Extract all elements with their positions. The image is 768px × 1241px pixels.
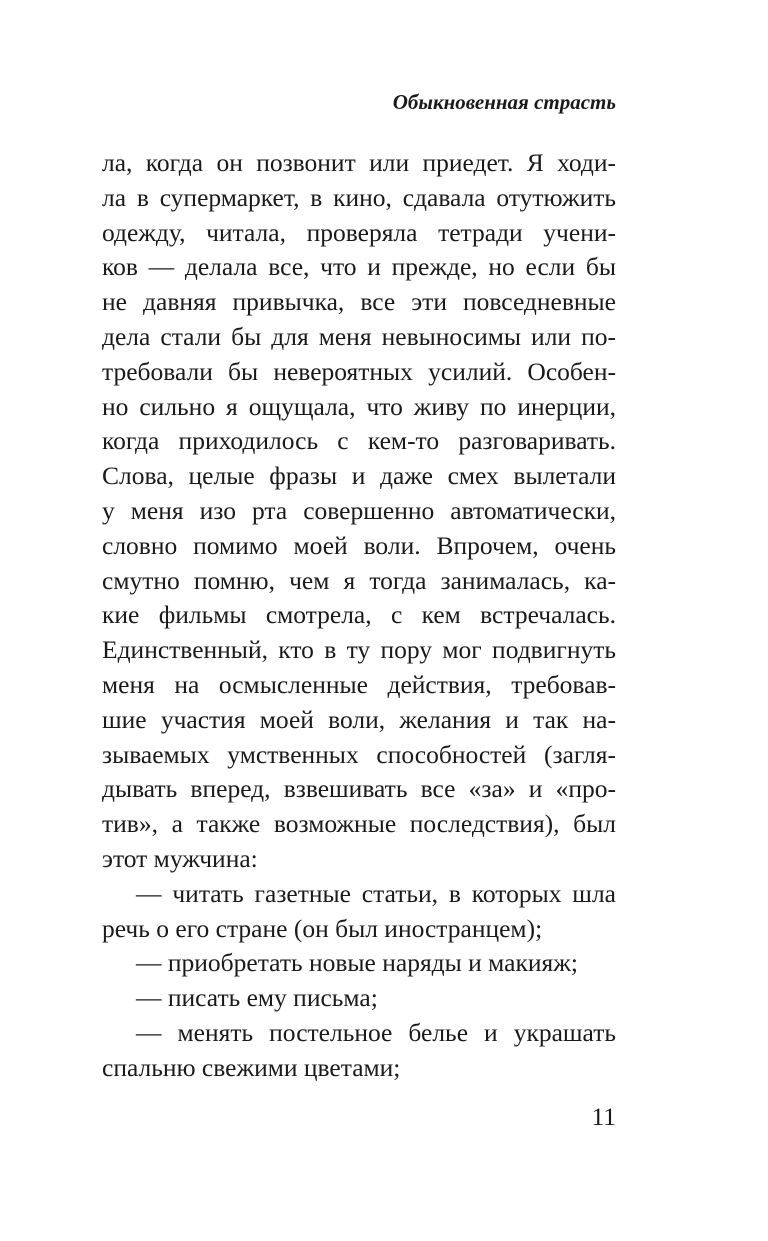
text-line: одежду, читала, проверяла тетради учени- [102, 217, 616, 247]
text-line: шие участия моей воли, желания и так на- [102, 704, 616, 734]
text-line: ков — делала все, что и прежде, но если бы [102, 252, 616, 282]
text-line: кие фильмы смотрела, с кем встречалась. [102, 600, 616, 630]
body-text [102, 146, 616, 1086]
text-line: зываемых умственных способностей (загля- [102, 739, 616, 769]
running-head-title: Обыкновенная страсть [392, 90, 616, 114]
text-line: Слова, целые фразы и даже смех вылетали [102, 461, 616, 491]
list-item-line: — писать ему письма; [136, 983, 378, 1013]
list-item-line: — приобретать новые наряды и макияж; [136, 948, 578, 978]
list-item-line: спальню свежими цветами; [102, 1052, 401, 1082]
list-item-line: речь о его стране (он был иностранцем); [102, 913, 543, 943]
list-item-line: — читать газетные статьи, в которых шла [136, 878, 616, 908]
text-line: этот мужчина: [102, 843, 258, 873]
text-line: когда приходилось с кем-то разговаривать. [102, 426, 616, 456]
text-line: ла, когда он позвонит или приедет. Я ходи- [102, 148, 616, 177]
text-line: у меня изо рта совершенно автоматически, [102, 495, 616, 525]
text-line: дывать вперед, взвешивать все «за» и «про- [102, 774, 616, 804]
list-item-line: — менять постельное белье и украшать [136, 1017, 616, 1047]
text-line: дела стали бы для меня невыносимы или по- [102, 321, 616, 351]
text-line: ла в супермаркет, в кино, сдавала отутюжить [102, 182, 616, 212]
text-line: тив», а также возможные последствия), был [102, 809, 616, 839]
text-line: смутно помню, чем я тогда занималась, ка- [102, 565, 616, 595]
text-line: не давняя привычка, все эти повседневные [102, 287, 616, 317]
text-line: Единственный, кто в ту пору мог подвигнуть [102, 635, 616, 665]
page-number: 11 [591, 1102, 616, 1131]
text-line: но сильно я ощущала, что живу по инерции, [102, 391, 616, 421]
text-line: меня на осмысленные действия, требовав- [102, 669, 616, 699]
text-line: требовали бы невероятных усилий. Особен- [102, 356, 616, 386]
text-line: словно помимо моей воли. Впрочем, очень [102, 530, 616, 560]
